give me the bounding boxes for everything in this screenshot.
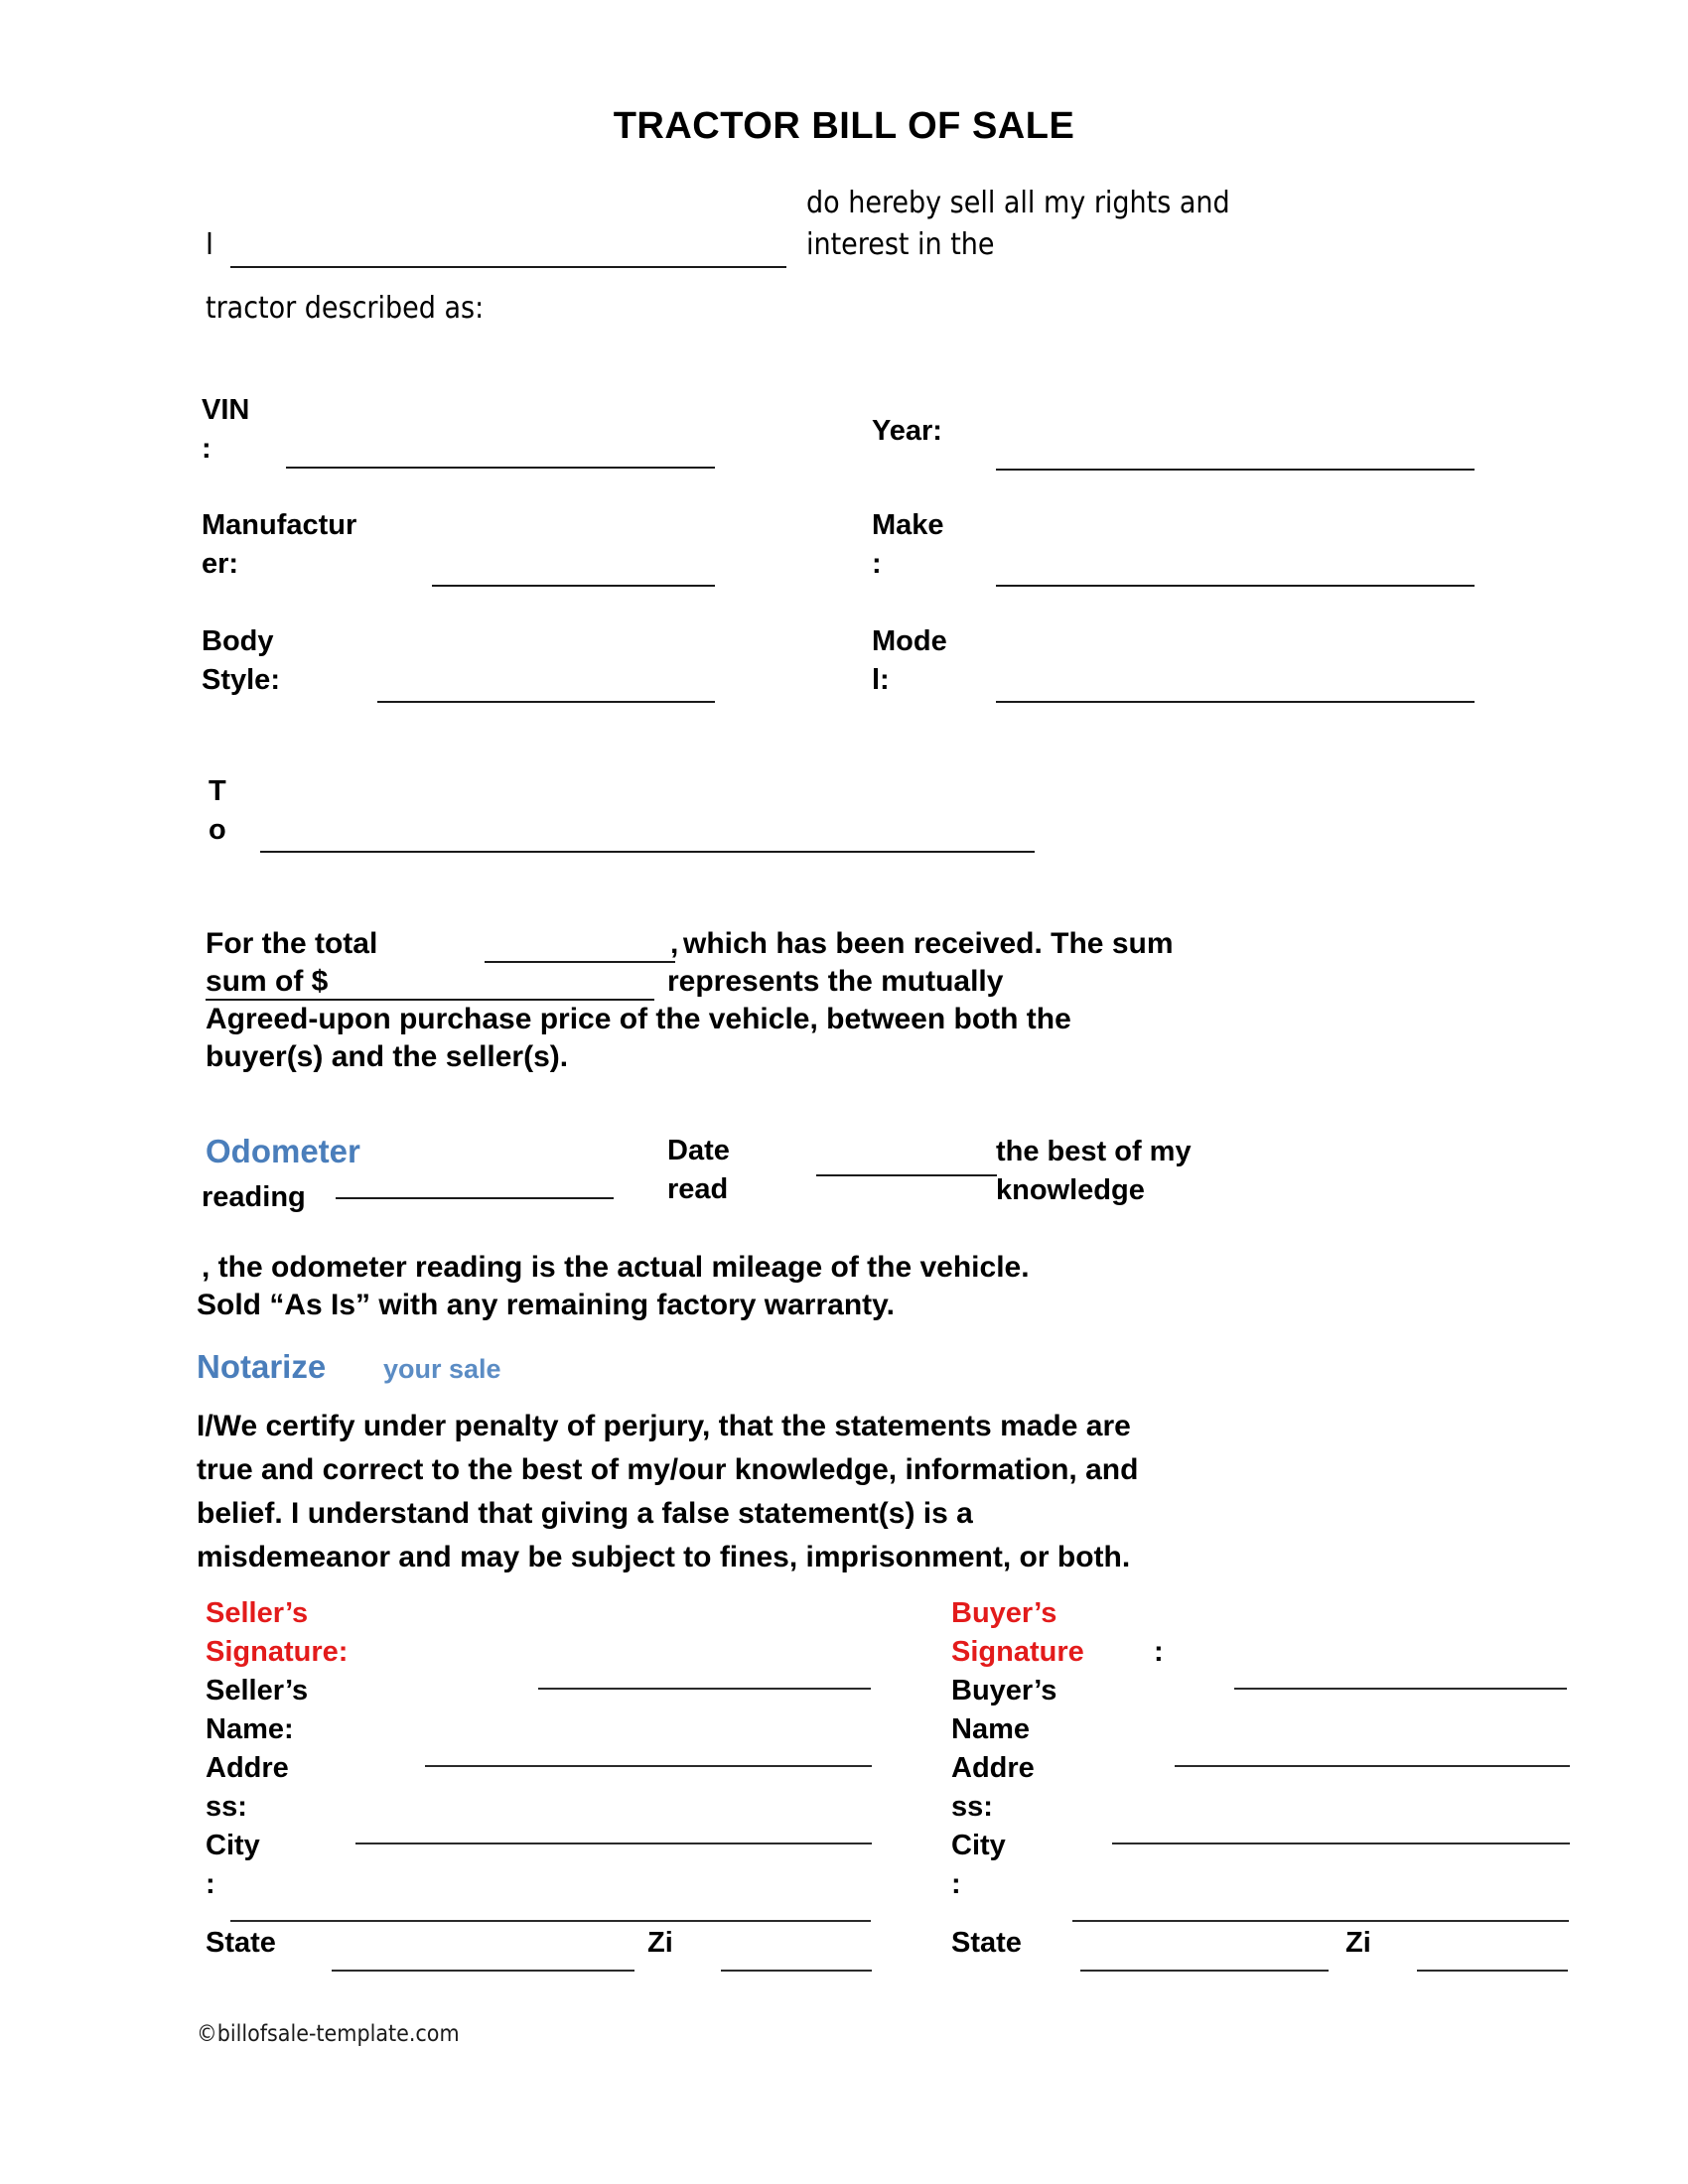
seller-signature-label-line1: Seller’s — [206, 1597, 309, 1629]
buyer-signature-label-line1: Buyer’s — [951, 1597, 1057, 1629]
best-of-knowledge-line2: knowledge — [996, 1174, 1145, 1206]
seller-name-blank[interactable] — [425, 1765, 872, 1767]
seller-signature-blank[interactable] — [538, 1688, 871, 1690]
price-line1-comma: , — [670, 927, 679, 960]
seller-state-label: State — [206, 1927, 276, 1959]
intro-described-as: tractor described as: — [206, 291, 485, 326]
body-style-label-line1: Body — [202, 625, 274, 657]
odometer-statement-line2: Sold “As Is” with any remaining factory warranty. — [197, 1289, 895, 1321]
date-read-label-line2: read — [667, 1173, 729, 1205]
buyer-signature-blank[interactable] — [1234, 1688, 1567, 1690]
buyer-address-blank[interactable] — [1112, 1843, 1570, 1844]
to-label-line1: T — [209, 775, 226, 807]
price-line4: buyer(s) and the seller(s). — [206, 1040, 569, 1073]
buyer-address-label-line2: ss: — [951, 1791, 993, 1823]
best-of-knowledge-line1: the best of my — [996, 1136, 1192, 1167]
buyer-state-blank[interactable] — [1080, 1970, 1329, 1972]
buyer-city-label-line2: : — [951, 1868, 961, 1900]
seller-address-label-line2: ss: — [206, 1791, 247, 1823]
seller-city-label-line1: City — [206, 1830, 260, 1861]
seller-address-blank[interactable] — [355, 1843, 872, 1844]
notarize-heading: Notarize — [197, 1348, 327, 1385]
buyer-signature-label-colon: : — [1154, 1636, 1164, 1668]
buyer-city-label-line1: City — [951, 1830, 1006, 1861]
buyer-signature-label-line2: Signature — [951, 1636, 1084, 1668]
model-blank[interactable] — [996, 701, 1475, 703]
date-read-label-line1: Date — [667, 1135, 730, 1166]
buyer-state-label: State — [951, 1927, 1022, 1959]
seller-state-blank[interactable] — [332, 1970, 634, 1972]
seller-address-label-line1: Addre — [206, 1752, 289, 1784]
seller-city-label-line2: : — [206, 1868, 215, 1900]
seller-zip-blank[interactable] — [721, 1970, 872, 1972]
buyer-name-label-line1: Buyer’s — [951, 1675, 1057, 1706]
notarize-body-line2: true and correct to the best of my/our knowledge, information, and — [197, 1453, 1139, 1486]
price-line2-suffix: represents the mutually — [667, 965, 1004, 998]
odometer-reading-blank[interactable] — [336, 1197, 614, 1199]
notarize-body-line4: misdemeanor and may be subject to fines, imprisonment, or both. — [197, 1541, 1131, 1573]
year-label: Year: — [872, 415, 942, 447]
make-label-line1: Make — [872, 509, 944, 541]
buyer-name-label-line2: Name — [951, 1713, 1030, 1745]
vin-blank[interactable] — [286, 467, 715, 469]
manufacturer-label-line2: er: — [202, 548, 239, 580]
vin-label-line2: : — [202, 433, 211, 465]
manufacturer-blank[interactable] — [432, 585, 715, 587]
make-label-line2: : — [872, 548, 882, 580]
seller-name-label-line1: Seller’s — [206, 1675, 309, 1706]
price-line1-prefix: For the total — [206, 927, 378, 960]
to-label-line2: o — [209, 814, 226, 846]
odometer-heading: Odometer — [206, 1133, 360, 1169]
price-line3: Agreed-upon purchase price of the vehicle, between both the — [206, 1003, 1071, 1035]
price-line1-suffix: which has been received. The sum — [683, 927, 1174, 960]
manufacturer-label-line1: Manufactur — [202, 509, 357, 541]
intro-i-label: I — [206, 227, 213, 262]
buyer-zip-label: Zi — [1345, 1927, 1371, 1959]
footer-copyright: ©billofsale-template.com — [197, 2021, 460, 2047]
intro-clause-line2: interest in the — [806, 227, 995, 262]
notarize-body-line1: I/We certify under penalty of perjury, that the statements made are — [197, 1410, 1131, 1442]
seller-name-blank[interactable] — [230, 266, 786, 268]
odometer-reading-label: reading — [202, 1181, 306, 1213]
seller-zip-label: Zi — [647, 1927, 673, 1959]
price-total-blank[interactable] — [485, 961, 675, 963]
date-read-blank[interactable] — [816, 1174, 997, 1176]
vin-label-line1: VIN — [202, 394, 250, 426]
buyer-name-blank[interactable] — [1175, 1765, 1570, 1767]
model-label-line1: Mode — [872, 625, 947, 657]
buyer-city-blank[interactable] — [1072, 1920, 1569, 1922]
price-line2-prefix: sum of $ — [206, 965, 329, 998]
notarize-body-line3: belief. I understand that giving a false statement(s) is a — [197, 1497, 973, 1530]
seller-city-blank[interactable] — [230, 1920, 871, 1922]
notarize-heading-sub: your sale — [383, 1354, 501, 1384]
page-title: TRACTOR BILL OF SALE — [613, 105, 1075, 147]
make-blank[interactable] — [996, 585, 1475, 587]
buyer-address-label-line1: Addre — [951, 1752, 1035, 1784]
body-style-blank[interactable] — [377, 701, 715, 703]
to-blank[interactable] — [260, 851, 1035, 853]
intro-clause-line1: do hereby sell all my rights and — [806, 186, 1230, 220]
body-style-label-line2: Style: — [202, 664, 280, 696]
year-blank[interactable] — [996, 469, 1475, 471]
seller-signature-label-line2: Signature: — [206, 1636, 349, 1668]
buyer-zip-blank[interactable] — [1417, 1970, 1568, 1972]
odometer-statement-line1: , the odometer reading is the actual mileage of the vehicle. — [202, 1251, 1030, 1284]
model-label-line2: l: — [872, 664, 890, 696]
seller-name-label-line2: Name: — [206, 1713, 294, 1745]
